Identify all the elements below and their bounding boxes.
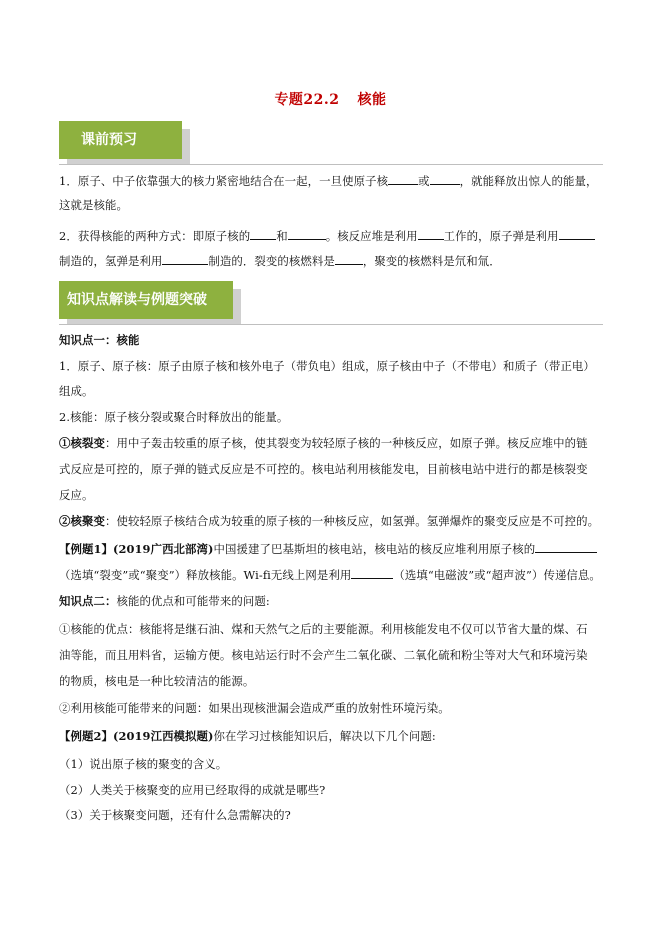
title-number: 专题22.2	[274, 92, 340, 108]
example1-line2: （选填“裂变”或“聚变”）释放核能。Wi-fi无线上网是利用 （选填“电磁波”或“超声波”）传递信息。	[59, 568, 601, 582]
k1-line3: 2.核能：原子核分裂或聚合时释放出的能量。	[59, 410, 289, 424]
section-title-knowledge: 知识点解读与例题突破	[59, 281, 233, 319]
section-title-preview: 课前预习	[59, 121, 182, 159]
example2-q1: （1）说出原子核的聚变的含义。	[59, 757, 228, 771]
k1-line1: 1．原子、原子核：原子由原子核和核外电子（带负电）组成，原子核由中子（不带电）和质子（带正电）	[59, 359, 595, 373]
answer-blank	[430, 174, 460, 185]
k1-heading: 知识点一：核能	[59, 333, 140, 347]
k1-fusion-line: ②核聚变：使较轻原子核结合成为较重的原子核的一种核反应，如氢弹。氢弹爆炸的聚变反应是不可控的。	[59, 514, 600, 528]
answer-blank	[559, 229, 595, 240]
example2-line1: 【例题2】(2019江西模拟题)你在学习过核能知识后，解决以下几个问题:	[59, 729, 436, 743]
k1-fission-line2: 式反应是可控的，原子弹的链式反应是不可控的。核电站利用核能发电，目前核电站中进行的都是核裂变	[59, 462, 588, 476]
k1-fission-line3: 反应。	[59, 488, 94, 502]
example1-line1: 【例题1】(2019广西北部湾)中国援建了巴基斯坦的核电站，核电站的核反应堆利用原子核的	[59, 542, 607, 556]
k2-heading: 知识点二：核能的优点和可能带来的问题:	[59, 594, 270, 608]
answer-blank	[418, 229, 444, 240]
title-text: 核能	[357, 92, 387, 108]
example2-q3: （3）关于核聚变问题，还有什么急需解决的?	[59, 808, 291, 822]
k2-line3: 的物质，核电是一种比较清洁的能源。	[59, 674, 255, 688]
answer-blank	[288, 229, 326, 240]
answer-blank	[162, 254, 208, 265]
preview-q2-line2: 制造的，氢弹是利用 制造的．裂变的核燃料是 ，聚变的核燃料是氘和氚．	[59, 254, 501, 268]
preview-q1-line2: 这就是核能。	[59, 198, 128, 212]
answer-blank	[535, 542, 597, 553]
answer-blank	[388, 174, 418, 185]
example2-q2: （2）人类关于核聚变的应用已经取得的成就是哪些?	[59, 783, 326, 797]
answer-blank	[351, 568, 393, 579]
k1-line2: 组成。	[59, 384, 94, 398]
k1-fission-line1: ①核裂变：用中子轰击较重的原子核，使其裂变为较轻原子核的一种核反应，如原子弹。核反应堆中的链	[59, 436, 588, 450]
k2-line2: 油等能，而且用料省，运输方便。核电站运行时不会产生二氧化碳、二氧化硫和粉尘等对大气和环境污染	[59, 648, 588, 662]
preview-q1-line1: 1．原子、中子依靠强大的核力紧密地结合在一起，一旦使原子核 或 ，就能释放出惊人的能量，	[59, 174, 598, 188]
preview-q2-line1: 2．获得核能的两种方式：即原子核的 和 。核反应堆是利用 工作的，原子弹是利用	[59, 229, 607, 243]
page-title	[0, 89, 661, 109]
k2-line4: ②利用核能可能带来的问题：如果出现核泄漏会造成严重的放射性环境污染。	[59, 701, 450, 715]
answer-blank	[250, 229, 276, 240]
answer-blank	[335, 254, 363, 265]
k2-line1: ①核能的优点：核能将是继石油、煤和天然气之后的主要能源。利用核能发电不仅可以节省大量的煤、石	[59, 622, 588, 636]
